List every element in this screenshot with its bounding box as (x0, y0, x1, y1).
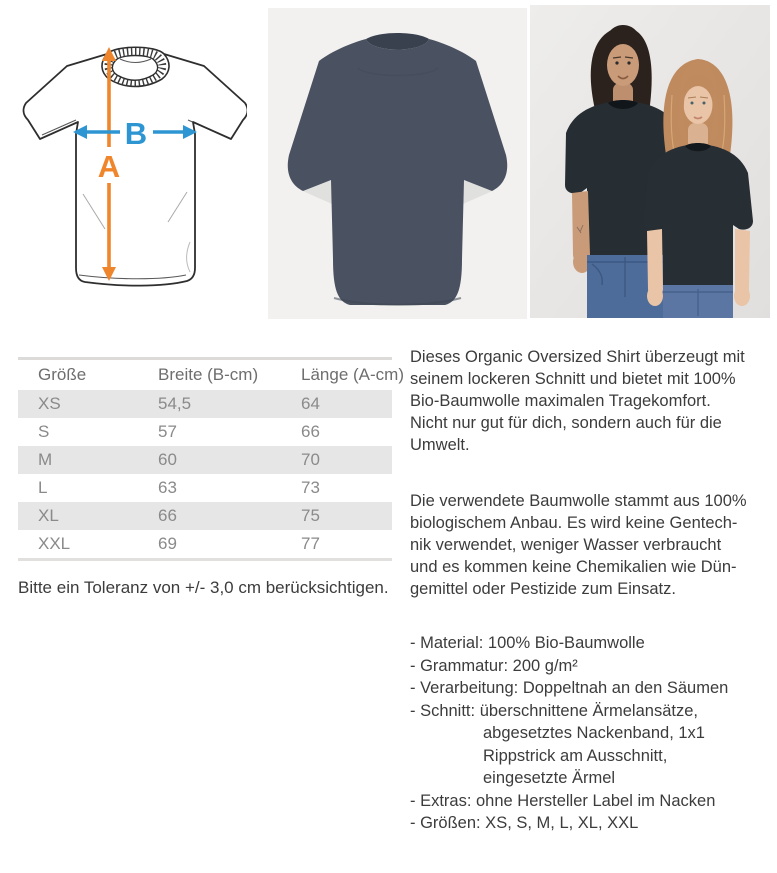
tolerance-note: Bitte ein Toleranz von +/- 3,0 cm berücksichtigen. (18, 578, 389, 597)
product-description (410, 346, 777, 835)
table-row-xl (18, 502, 392, 530)
spec-grammatur: - Grammatur: 200 g/m² (410, 656, 578, 675)
laenge-cell: 75 (301, 506, 320, 525)
models-photo[interactable] (530, 5, 770, 318)
spec-schnitt-continued: abgesetztes Nackenband, 1x1 (483, 724, 705, 742)
spec-verarbeitung: - Verarbeitung: Doppeltnah an den Säumen (410, 679, 729, 697)
table-row-l (18, 474, 392, 502)
description-line: Umwelt. (410, 436, 470, 454)
description-line: und es kommen keine Chemikalien wie Dün- (410, 558, 737, 576)
label-a: A (97, 149, 121, 184)
breite-cell: 66 (158, 506, 177, 525)
table-row-m (18, 446, 392, 474)
product-photo[interactable] (268, 8, 527, 319)
col-header-laenge: Länge (A-cm) (301, 365, 404, 384)
models-wearing-shirt-image (530, 5, 770, 318)
tshirt-outline (24, 54, 247, 286)
spec-material: - Material: 100% Bio-Baumwolle (410, 634, 645, 652)
col-header-breite: Breite (B-cm) (158, 365, 259, 384)
laenge-cell: 70 (301, 450, 320, 469)
spec-groessen: - Größen: XS, S, M, L, XL, XXL (410, 814, 639, 832)
spec-schnitt-continued: eingesetzte Ärmel (483, 769, 616, 787)
size-table (18, 357, 404, 561)
laenge-cell: 73 (301, 478, 320, 497)
size-diagram-image[interactable] (17, 44, 247, 289)
laenge-cell: 64 (301, 394, 320, 413)
breite-cell: 54,5 (158, 394, 192, 413)
size-cell: XS (38, 394, 61, 413)
table-row-xxl (18, 530, 392, 558)
laenge-cell: 66 (301, 422, 320, 441)
laenge-cell: 77 (301, 534, 320, 553)
table-row-s (18, 418, 392, 446)
size-cell: S (38, 422, 50, 441)
description-line: Nicht nur gut für dich, sondern auch für die (410, 414, 722, 432)
description-line: Bio-Baumwolle maximalen Tragekomfort. (410, 392, 711, 410)
tshirt-measurement-diagram (17, 44, 247, 289)
oversized-shirt-image (268, 8, 527, 319)
spec-schnitt-continued: Rippstrick am Ausschnitt, (483, 746, 668, 765)
breite-cell: 57 (158, 422, 177, 441)
spec-extras: - Extras: ohne Hersteller Label im Nacken (410, 791, 716, 810)
size-cell: L (38, 478, 48, 497)
label-b: B (124, 116, 148, 151)
product-spec-list (410, 632, 777, 835)
size-cell: XL (38, 506, 59, 525)
description-line: gemittel oder Pestizide zum Einsatz. (410, 580, 676, 598)
spec-schnitt: - Schnitt: überschnittene Ärmelansätze, (410, 701, 698, 720)
size-cell: XXL (38, 534, 71, 553)
breite-cell: 60 (158, 450, 177, 469)
description-line: Die verwendete Baumwolle stammt aus 100% (410, 492, 747, 510)
breite-cell: 63 (158, 478, 177, 497)
description-line: nik verwendet, weniger Wasser verbraucht (410, 536, 722, 554)
table-row-xs (18, 390, 392, 418)
description-paragraph-2 (410, 490, 777, 600)
description-line: Dieses Organic Oversized Shirt überzeugt mit (410, 348, 745, 366)
description-line: seinem lockeren Schnitt und bietet mit 100% (410, 370, 736, 388)
size-table-header (18, 360, 404, 390)
description-line: biologischem Anbau. Es wird keine Gentech- (410, 514, 738, 532)
breite-cell: 69 (158, 534, 177, 553)
size-cell: M (38, 450, 53, 469)
description-paragraph-1 (410, 346, 777, 456)
col-header-groesse: Größe (38, 365, 87, 384)
